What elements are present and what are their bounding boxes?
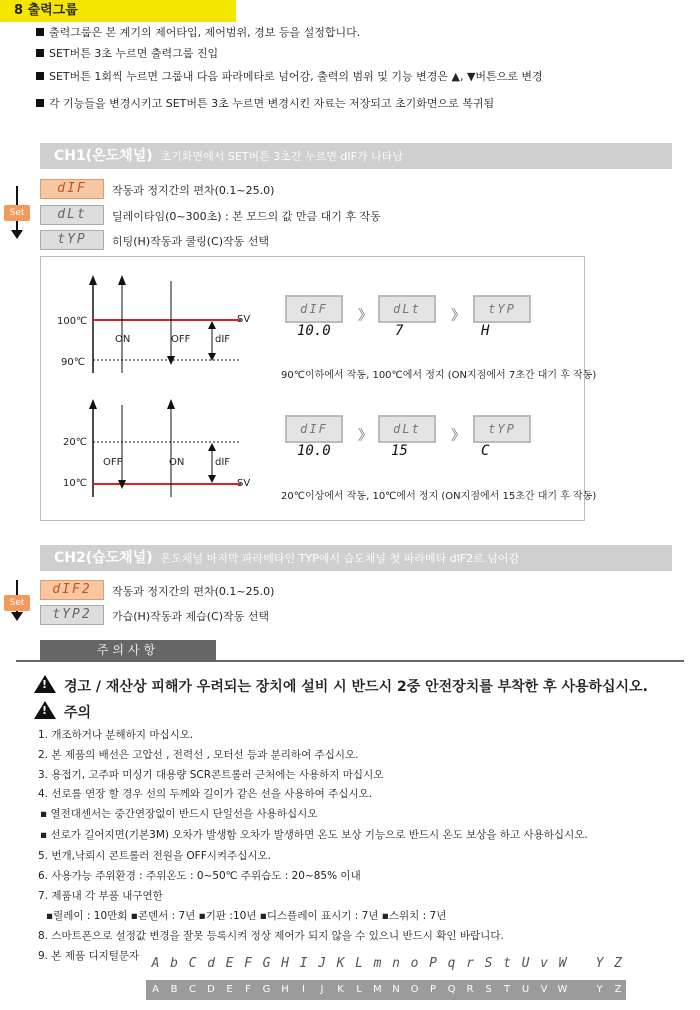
- alphabet-letter: C: [189, 984, 196, 995]
- segment-glyph: d: [207, 956, 215, 971]
- caution-item: 8. 스마트폰으로 설정값 변경을 잘못 등록시켜 정상 제어가 되지 않을 수 있으니 반드시 확인 바랍니다.: [38, 930, 504, 942]
- heat-on-label: ON: [115, 334, 131, 345]
- heat-sv-label: SV: [237, 314, 251, 325]
- alphabet-row: [146, 980, 626, 1000]
- alphabet-letter: D: [207, 984, 215, 995]
- alphabet-letter: O: [410, 984, 419, 995]
- bullet-item: 출력그룹은 본 계기의 제어타입, 제어범위, 경보 등을 설정합니다.: [36, 24, 360, 40]
- caution-item: 9. 본 제품 디지털문자: [38, 950, 140, 962]
- square-bullet-icon: [36, 72, 44, 80]
- param-dif2: dIF2: [40, 580, 104, 600]
- alphabet-letter: M: [373, 984, 382, 995]
- segment-glyph: v: [540, 956, 548, 971]
- caution-item: 4. 선로를 연장 할 경우 선의 두께와 길이가 같은 선을 사용하여 주십시오.: [38, 788, 373, 800]
- param-typ2-desc: 가습(H)작동과 제습(C)작동 선택: [112, 610, 269, 623]
- alphabet-letter: E: [226, 984, 233, 995]
- y-axis-arrow-icon: [89, 275, 97, 285]
- caution-item: ▪ 열전대센서는 중간연장없이 반드시 단일선을 사용하십시오: [40, 808, 318, 820]
- cool-dif-label: dIF: [215, 457, 231, 468]
- segment-glyph: C: [188, 956, 197, 971]
- cool-lower-label: 10℃: [63, 478, 87, 489]
- segment-glyph: U: [521, 956, 530, 971]
- param-dlt-desc: 딜레이타임(0~300초) : 본 모드의 값 만큼 대기 후 작동: [112, 210, 381, 223]
- square-bullet-icon: [36, 49, 44, 57]
- ch1-title: CH1(온도채널): [54, 148, 153, 164]
- ch1-header: [40, 143, 672, 169]
- param-dlt: dLt: [40, 205, 104, 225]
- chevron-right-icon: 》: [358, 428, 372, 444]
- heat-lcd-typ: tYP: [473, 295, 531, 323]
- dif-up-arrow-icon: [208, 443, 216, 451]
- heat-dif-label: dIF: [215, 334, 231, 345]
- down-arrow-icon: [11, 612, 23, 621]
- heat-off-label: OFF: [171, 334, 191, 345]
- param-dif-desc: 작동과 정지간의 편차(0.1~25.0): [112, 184, 275, 197]
- heat-value-typ: H: [481, 323, 490, 339]
- set-button-badge: Set: [4, 595, 30, 611]
- chevron-right-icon: 》: [451, 308, 465, 324]
- cool-note: 20℃이상에서 작동, 10℃에서 정지 (ON지점에서 15초간 대기 후 작동): [281, 491, 597, 502]
- alphabet-letter: R: [466, 984, 474, 995]
- segment-glyph: b: [170, 956, 178, 971]
- dif-down-arrow-icon: [208, 475, 216, 483]
- segment-glyph: A: [151, 956, 160, 971]
- segment-glyph: r: [466, 956, 474, 971]
- ch2-description: 온도채널 마지막 파라메타인 TYP에서 습도채널 첫 파라메타 dIF2로 넘어감: [160, 552, 520, 565]
- heat-note: 90℃이하에서 작동, 100℃에서 정지 (ON지점에서 7초간 대기 후 작동): [281, 370, 597, 381]
- heat-lcd-dif: dIF: [285, 295, 343, 323]
- cool-upper-label: 20℃: [63, 437, 87, 448]
- heat-value-dlt: 7: [395, 323, 404, 339]
- alphabet-letter: B: [170, 984, 178, 995]
- cool-lcd-dlt: dLt: [378, 415, 436, 443]
- alphabet-letter: T: [503, 984, 511, 995]
- alphabet-letter: H: [281, 984, 289, 995]
- segment-glyph: t: [503, 956, 511, 971]
- alphabet-letter: Z: [614, 984, 622, 995]
- alphabet-letter: U: [521, 984, 530, 995]
- segment-glyph: [572, 956, 591, 974]
- caution-tab: 주의사항: [40, 640, 216, 660]
- alphabet-letter: V: [540, 984, 548, 995]
- y-axis-arrow-icon: [89, 399, 97, 409]
- caution-item: 3. 용접기, 고주파 미싱기 대용량 SCR콘트롤러 근처에는 사용하지 마십시오: [38, 769, 384, 781]
- segment-glyph: W: [558, 956, 567, 971]
- attention-line: !주의: [34, 701, 91, 722]
- caution-item: ▪릴레이 : 10만회 ▪콘덴서 : 7년 ▪기판 :10년 ▪디스플레이 표시기 : 7년 ▪스위치 : 7년: [46, 910, 447, 922]
- heat-upper-label: 100℃: [57, 316, 88, 327]
- segment-glyph: F: [244, 956, 252, 971]
- alphabet-letter: W: [557, 984, 568, 995]
- heat-value-dif: 10.0: [297, 323, 331, 339]
- alphabet-letter: J: [320, 984, 324, 995]
- segment-glyph: Y: [595, 956, 604, 971]
- chevron-right-icon: 》: [451, 428, 465, 444]
- alphabet-letter: Q: [447, 984, 456, 995]
- down-arrow-icon: [11, 230, 23, 239]
- bullet-item: SET버튼 1회씩 누르면 그룹내 다음 파라메타로 넘어감, 출력의 범위 및 기능 변경은 ▲, ▼버튼으로 변경: [36, 68, 543, 84]
- segment-glyph: n: [392, 956, 400, 971]
- ch2-header: [40, 545, 672, 571]
- caution-item: 7. 제품내 각 부품 내구연한: [38, 890, 163, 902]
- chevron-right-icon: 》: [358, 308, 372, 324]
- caution-item: 1. 개조하거나 분해하지 마십시오.: [38, 729, 194, 741]
- caution-item: ▪ 선로가 길어지면(기본3M) 오차가 발생함 오차가 발생하면 온도 보상 기능으로 반드시 온도 보상을 하고 사용하십시오.: [40, 829, 588, 841]
- alphabet-letter: G: [262, 984, 271, 995]
- alphabet-letter: Y: [596, 984, 603, 995]
- alphabet-letter: A: [152, 984, 159, 995]
- set-button-badge: Set: [4, 205, 30, 221]
- alphabet-letter: I: [302, 984, 305, 995]
- param-typ: tYP: [40, 230, 104, 250]
- segment-glyph: I: [299, 956, 308, 971]
- control-diagram: [40, 256, 597, 521]
- cool-value-dif: 10.0: [297, 443, 331, 459]
- caution-item: 6. 사용가능 주위환경 : 주위온도 : 0~50℃ 주위습도 : 20~85% 이내: [38, 870, 361, 882]
- cool-value-typ: C: [481, 443, 490, 459]
- param-dif2-desc: 작동과 정지간의 편차(0.1~25.0): [112, 585, 275, 598]
- caution-item: 5. 번개,낙뢰시 콘트롤러 전원을 OFF시켜주십시오.: [38, 850, 271, 862]
- ch2-title: CH2(습도채널): [54, 550, 153, 566]
- alphabet-letter: F: [245, 984, 251, 995]
- segment-glyph: o: [410, 956, 419, 971]
- alphabet-letter: L: [356, 984, 362, 995]
- alphabet-letter: P: [429, 984, 437, 995]
- alphabet-letter: S: [485, 984, 492, 995]
- warning-triangle-icon: [34, 701, 56, 719]
- section-title: 8 출력그룹: [0, 0, 236, 22]
- param-typ2: tYP2: [40, 605, 104, 625]
- ch1-description: 초기화면에서 SET버튼 3초간 누르면 dIF가 나타남: [160, 150, 403, 163]
- square-bullet-icon: [36, 99, 44, 107]
- alphabet-letter: K: [337, 984, 344, 995]
- square-bullet-icon: [36, 28, 44, 36]
- segment-glyph: q: [447, 956, 456, 971]
- dif-up-arrow-icon: [208, 321, 216, 329]
- caution-item: 2. 본 제품의 배선은 고압선 , 전력선 , 모터선 등과 분리하여 주십시오.: [38, 749, 359, 761]
- segment-glyph: J: [318, 956, 326, 971]
- heat-lcd-dlt: dLt: [378, 295, 436, 323]
- segment-glyph: m: [373, 956, 382, 971]
- segment-glyph: S: [484, 956, 493, 971]
- segment-glyph: P: [429, 956, 437, 971]
- cool-on-label: ON: [169, 457, 185, 468]
- segment-glyph: E: [225, 956, 234, 971]
- cool-lcd-typ: tYP: [473, 415, 531, 443]
- param-dif: dIF: [40, 179, 104, 199]
- alphabet-letter: [572, 980, 591, 1000]
- segment-glyph: G: [262, 956, 271, 971]
- cool-value-dlt: 15: [391, 443, 408, 459]
- bullet-item: SET버튼 3초 누르면 출력그룹 진입: [36, 45, 218, 61]
- segment-glyph: Z: [614, 956, 622, 971]
- bullet-item: 각 기능들을 변경시키고 SET버튼 3초 누르면 변경시킨 자료는 저장되고 초기화면으로 복귀됨: [36, 95, 494, 111]
- cool-off-label: OFF: [103, 457, 123, 468]
- cool-lcd-dif: dIF: [285, 415, 343, 443]
- alphabet-letter: N: [392, 984, 400, 995]
- on-marker-arrow-icon: [118, 275, 126, 285]
- param-typ-desc: 히팅(H)작동과 쿨링(C)작동 선택: [112, 235, 269, 248]
- on-marker-arrow-icon: [167, 399, 175, 409]
- warning-triangle-icon: [34, 675, 56, 693]
- segment-glyph-row: [146, 956, 626, 974]
- segment-glyph: L: [355, 956, 363, 971]
- segment-glyph: H: [281, 956, 289, 971]
- warning-line: !경고 / 재산상 피해가 우려되는 장치에 설비 시 반드시 2중 안전장치를 부착한 후 사용하십시오.: [34, 675, 648, 696]
- cool-sv-label: SV: [237, 478, 251, 489]
- segment-glyph: K: [336, 956, 345, 971]
- heat-lower-label: 90℃: [61, 357, 85, 368]
